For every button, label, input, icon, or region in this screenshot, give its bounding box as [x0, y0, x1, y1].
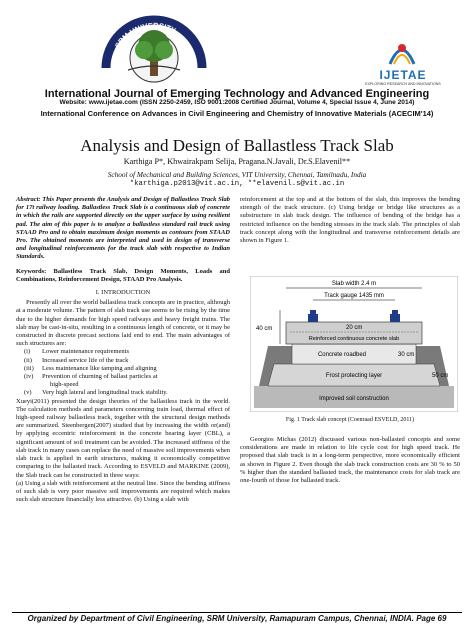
- footer-rule: [12, 612, 462, 613]
- ijetae-logo-subtext: EXPLORING RESEARCH AND INNOVATIONS: [365, 82, 441, 86]
- track-gauge-label: Track gauge 1435 mm: [324, 293, 384, 299]
- journal-info: Website: www.ijetae.com (ISSN 2250-2459, ISO 9001:2008 Certified Journal, Volume 4, Special Issue 4, June 2014): [59, 99, 415, 106]
- intro-paragraph-3: (a) Using a slab with reinforcement at the neutral line. Since the bending stiffness of such slab is very poor massive soil improvements are required which makes such slab structure financially less attractive. (b) Using a slab with: [16, 479, 230, 504]
- list-item: (v) Very high lateral and longitudinal track stability.: [24, 389, 168, 397]
- author-emails: *karthiga.p2013@vit.ac.in, **elavenil.s@vit.ac.in: [129, 180, 345, 188]
- figure-caption: Fig. 1 Track slab concept (Coenraad ESVELD, 2011): [285, 417, 415, 423]
- dim-20: 20 cm: [346, 325, 363, 331]
- section-heading: I. INTRODUCTION: [95, 289, 151, 297]
- keywords: Keywords: Ballastless Track Slab, Design Moments, Loads and Combinations, Reinforcement Design, STAAD Pro Analysis.: [16, 267, 230, 283]
- right-paragraph-1: reinforcement at the top and at the bottom of the slab, this improves the bending strength of the track structure. (c) Using bridge or bridge like structures as a substructure in slab track design. The influence of bending of the bridge has a restricted influence on the bending stresses in the track slab. The principles of slab track concept along with the longitudinal and transverse reinforcement details are shown in Figure 1.: [240, 196, 460, 245]
- figure-track-slab: [250, 276, 458, 412]
- srm-logo-text: SRM UNIVERSITY: [112, 20, 178, 50]
- ijetae-logo: [352, 34, 454, 92]
- list-item: (i) Lower maintenance requirements: [24, 348, 129, 356]
- roadbed-label: Concrete roadbed: [317, 352, 367, 358]
- affiliation: School of Mechanical and Building Sciences, VIT University, Chennai, Tamilnadu, India: [107, 170, 367, 179]
- list-item: (iii) Less maintenance like tamping and aligning: [24, 364, 157, 372]
- slab-width-label: Slab width 2.4 m: [331, 281, 377, 287]
- journal-title: International Journal of Emerging Technology and Advanced Engineering: [44, 88, 430, 100]
- right-column-lower: [240, 436, 460, 485]
- ijetae-logo-text: IJETAE: [379, 68, 427, 82]
- slab-label: Reinforced continuous concrete slab: [308, 336, 400, 342]
- dim-30: 30 cm: [398, 352, 415, 358]
- advantages-list: [16, 348, 230, 397]
- soil-label: Improved soil construction: [319, 396, 389, 402]
- page-footer: Organized by Department of Civil Engineering, SRM University, Ramapuram Campus, Chennai, INDIA. Page 69: [27, 614, 447, 623]
- left-column: [16, 196, 230, 504]
- authors: Karthiga P*, Khwairakpam Selija, Pragana.N.Javali, Dr.S.Elavenil**: [123, 157, 351, 166]
- dim-40: 40 cm: [256, 326, 273, 332]
- list-item: (ii) Increased service life of the track: [24, 356, 129, 364]
- right-column: [240, 196, 460, 245]
- abstract: Abstract: This Paper presents the Analysis and Design of Ballastless Track Slab for 17t railway loading. Ballastless Track Slab is a continuous slab of concrete in which the rails are supported directly on the upper surface by using resilient pad. The aim of this paper is to analyze a ballastless standard rail track using STAAD Pro and to obtain maximum design moments as contours from STAAD Pro. The obtained moments are interpreted and used in design of transverse and longitudinal reinforcements for the track slab with respective to Indian Standards.: [16, 196, 230, 261]
- list-item: high-speed: [50, 381, 79, 389]
- frost-layer-label: Frost protecting layer: [325, 373, 383, 379]
- dim-50: 50 cm: [432, 373, 449, 379]
- paper-title: Analysis and Design of Ballastless Track Slab: [80, 136, 394, 155]
- right-paragraph-2: Georgios Michas (2012) discussed various non-ballasted concepts and some considerations are made in relation to life cycle cost for high speed track. He proposed that slab track is in a long-term perspective, more economically efficient as shown in Figure 2. Even though the slab track construction costs are 30 % to 50 % higher than the standard ballasted track, the maintenance costs for slab track are one-fourth of those for ballasted track.: [240, 436, 460, 485]
- intro-paragraph-1: Presently all over the world ballastless track concepts are in practice, although at a moderate volume. The pattern of slab track use seems to be rising by the time due to the higher demands for high speed railways and heavy freight trains. The slab may be cast-in-situ, resulting in a continuous length of concrete, or it may be constructed in discrete precast sections laid end to end. The main advantages of such structures are:: [16, 299, 230, 348]
- intro-paragraph-2: Xueyi(2011) presented the design theories of the ballastless track in the world. The calculation methods and parameters concerning train load, thermal effect of high-speed railway ballastless track, together with the structural design methods are summarized. Steenbergen(2007) studied that by increasing the width or(and) by applying eccentric reinforcement in the concrete bearing layer (CBL), a significant amount of soil treatment can be avoided. The increased stiffness of the slab track in many cases can replace the need of massive soil improvements when slab track is applied in earth structures, making it economically competitive comparing to the ballasted track. According to ESVELD and MARKINE (2009), the Slab track can be constructed in three ways:: [16, 397, 230, 479]
- srm-university-logo: [88, 10, 220, 88]
- conference-title: International Conference on Advances in Civil Engineering and Chemistry of Innovative Materials (ACECIM'14): [40, 109, 434, 118]
- list-item: (iv) Prevention of churning of ballast particles at: [24, 373, 158, 381]
